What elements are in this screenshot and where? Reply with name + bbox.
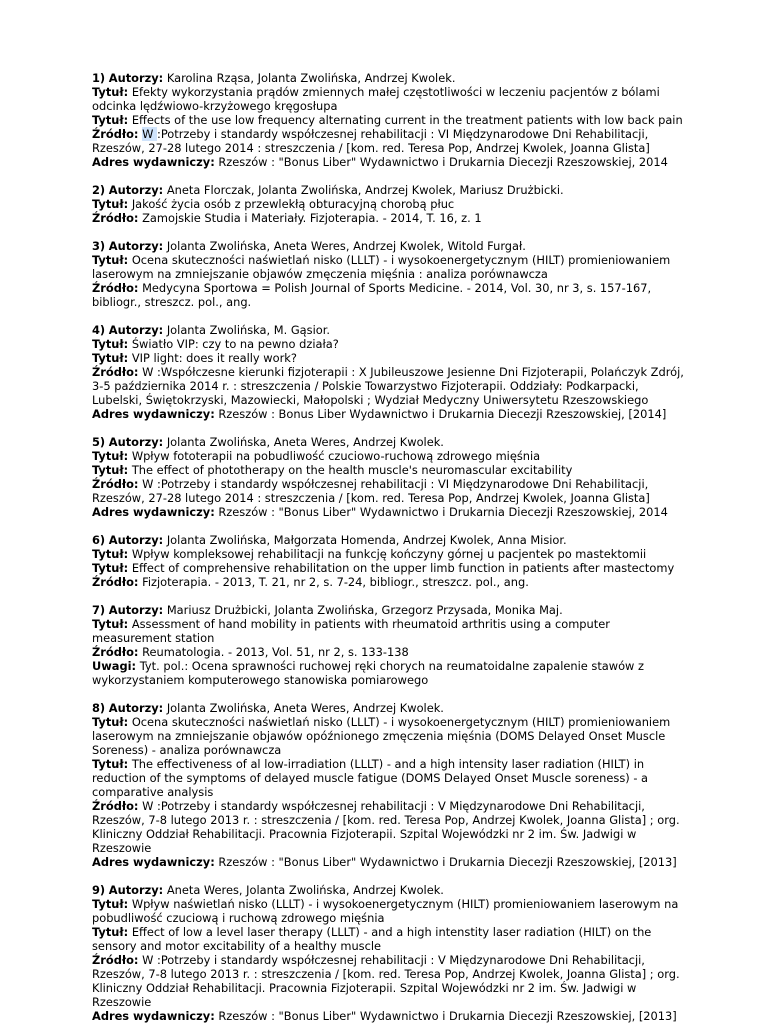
entry-zrodlo-line	[92, 211, 692, 225]
field-value-tytul: The effectiveness of al low-irradiation (LLLT) - and a high intensity laser radiation (HILT) in reduction of the symptoms of delayed muscle fatigue (DOMS Delayed Onset Muscle soreness) - a comparative analysis	[92, 757, 649, 799]
entry-autorzy-line	[92, 239, 692, 253]
entry-autorzy-line	[92, 71, 692, 85]
field-label-tytul: Tytuł:	[92, 547, 129, 561]
entry-tytul-line	[92, 85, 692, 113]
field-label-tytul: Tytuł:	[92, 113, 129, 127]
entry-tytul-line	[92, 197, 692, 211]
entry-autorzy-line	[92, 701, 692, 715]
field-label-autorzy: Autorzy:	[108, 603, 164, 617]
field-label-zrodlo: Źródło:	[92, 953, 139, 967]
field-label-autorzy: Autorzy:	[108, 239, 164, 253]
field-label-adres: Adres wydawniczy:	[92, 855, 215, 869]
entry-zrodlo-line	[92, 281, 692, 309]
field-value-autorzy: Aneta Florczak, Jolanta Zwolińska, Andrzej Kwolek, Mariusz Drużbicki.	[166, 183, 564, 197]
field-value-adres: Rzeszów : "Bonus Liber" Wydawnictwo i Drukarnia Diecezji Rzeszowskiej, [2013]	[218, 855, 677, 869]
entry-tytul-line	[92, 561, 692, 575]
field-label-tytul: Tytuł:	[92, 351, 129, 365]
field-label-adres: Adres wydawniczy:	[92, 155, 215, 169]
publication-entry	[92, 323, 692, 421]
entry-tytul-line	[92, 449, 692, 463]
field-label-adres: Adres wydawniczy:	[92, 505, 215, 519]
entry-number: 8)	[92, 701, 106, 715]
field-value-autorzy: Mariusz Drużbicki, Jolanta Zwolińska, Grzegorz Przysada, Monika Maj.	[166, 603, 563, 617]
field-value-tytul: Effect of low a level laser therapy (LLLT) - and a high intenstity laser radiation (HILT) on the sensory and motor excitability of a healthy muscle	[92, 925, 652, 953]
field-label-zrodlo: Źródło:	[92, 365, 139, 379]
field-value-zrodlo: Reumatologia. - 2013, Vol. 51, nr 2, s. 133-138	[142, 645, 409, 659]
field-label-tytul: Tytuł:	[92, 561, 129, 575]
field-value-tytul: Ocena skuteczności naświetlań nisko (LLLT) - i wysokoenergetycznym (HILT) promieniowaniem laserowym na zmniejszanie objawów opóźnionego zmęczenia mięśnia (DOMS Delayed Onset Muscle Soreness) - analiza porównawcza	[92, 715, 671, 757]
entry-tytul-line	[92, 253, 692, 281]
field-label-autorzy: Autorzy:	[108, 701, 164, 715]
field-value-tytul: Effects of the use low frequency alternating current in the treatment patients with low back pain	[131, 113, 683, 127]
entry-number: 9)	[92, 883, 106, 897]
field-label-tytul: Tytuł:	[92, 463, 129, 477]
field-value-tytul: Wpływ fototerapii na pobudliwość czuciowo-ruchową zdrowego mięśnia	[131, 449, 541, 463]
entry-adres-line	[92, 505, 692, 519]
field-label-tytul: Tytuł:	[92, 617, 129, 631]
field-label-autorzy: Autorzy:	[108, 183, 164, 197]
selected-text[interactable]: W	[142, 127, 157, 141]
entry-autorzy-line	[92, 603, 692, 617]
field-value-tytul: Wpływ naświetlań nisko (LLLT) - i wysokoenergetycznym (HILT) promieniowaniem laserowym na pobudliwość czuciową i ruchową zdrowego mięśnia	[92, 897, 679, 925]
field-label-zrodlo: Źródło:	[92, 477, 139, 491]
entry-autorzy-line	[92, 323, 692, 337]
field-value-autorzy: Jolanta Zwolińska, Aneta Weres, Andrzej Kwolek.	[166, 701, 444, 715]
field-label-tytul: Tytuł:	[92, 925, 129, 939]
field-label-tytul: Tytuł:	[92, 337, 129, 351]
publication-entry	[92, 603, 692, 687]
entry-tytul-line	[92, 547, 692, 561]
field-value-tytul: The effect of phototherapy on the health muscle's neuromascular excitability	[131, 463, 573, 477]
field-value-autorzy: Jolanta Zwolińska, Aneta Weres, Andrzej Kwolek.	[166, 435, 444, 449]
entry-number: 2)	[92, 183, 106, 197]
field-label-tytul: Tytuł:	[92, 715, 129, 729]
entry-zrodlo-line	[92, 953, 692, 1009]
publication-entry	[92, 883, 692, 1023]
field-value-zrodlo: Zamojskie Studia i Materiały. Fizjoterapia. - 2014, T. 16, z. 1	[142, 211, 482, 225]
publication-entry	[92, 183, 692, 225]
field-value-adres: Rzeszów : "Bonus Liber" Wydawnictwo i Drukarnia Diecezji Rzeszowskiej, 2014	[218, 155, 668, 169]
entry-adres-line	[92, 155, 692, 169]
entry-uwagi-line	[92, 659, 692, 687]
field-value-tytul: Ocena skuteczności naświetlań nisko (LLLT) - i wysokoenergetycznym (HILT) promieniowaniem laserowym na zmniejszanie objawów zmęczenia mięśnia : analiza porównawcza	[92, 253, 671, 281]
entry-tytul-line	[92, 351, 692, 365]
field-value-zrodlo: W :Potrzeby i standardy współczesnej rehabilitacji : V Międzynarodowe Dni Rehabilitacji, Rzeszów, 7-8 lutego 2013 r. : streszczenia / [kom. red. Teresa Pop, Andrzej Kwolek, Joanna Glista] ; org. Kliniczny Oddział Rehabilitacji. Pracownia Fizjoterapii. Szpital Wojewódzki nr 2 im. Św. Jadwigi w Rzeszowie	[92, 799, 680, 855]
field-label-uwagi: Uwagi:	[92, 659, 137, 673]
entry-tytul-line	[92, 337, 692, 351]
field-value-tytul: Światło VIP: czy to na pewno działa?	[131, 337, 339, 351]
field-value-autorzy: Jolanta Zwolińska, Aneta Weres, Andrzej Kwolek, Witold Furgał.	[166, 239, 526, 253]
field-label-autorzy: Autorzy:	[108, 71, 164, 85]
field-label-adres: Adres wydawniczy:	[92, 1009, 215, 1023]
publication-entry	[92, 435, 692, 519]
entry-tytul-line	[92, 897, 692, 925]
entry-autorzy-line	[92, 183, 692, 197]
entry-autorzy-line	[92, 435, 692, 449]
field-value-uwagi: Tyt. pol.: Ocena sprawności ruchowej ręki chorych na reumatoidalne zapalenie stawów z wykorzystaniem komputerowego stanowiska pomiarowego	[92, 659, 644, 687]
entry-tytul-line	[92, 715, 692, 757]
field-label-tytul: Tytuł:	[92, 757, 129, 771]
field-label-tytul: Tytuł:	[92, 253, 129, 267]
publication-entry	[92, 71, 692, 169]
entry-tytul-line	[92, 617, 692, 645]
field-label-adres: Adres wydawniczy:	[92, 407, 215, 421]
entry-zrodlo-line	[92, 799, 692, 855]
entry-zrodlo-line	[92, 645, 692, 659]
field-value-zrodlo: Fizjoterapia. - 2013, T. 21, nr 2, s. 7-24, bibliogr., streszcz. pol., ang.	[142, 575, 529, 589]
entry-number: 3)	[92, 239, 106, 253]
entry-number: 5)	[92, 435, 106, 449]
field-value-zrodlo: W :Potrzeby i standardy współczesnej rehabilitacji : V Międzynarodowe Dni Rehabilitacji, Rzeszów, 7-8 lutego 2013 r. : streszczenia / [kom. red. Teresa Pop, Andrzej Kwolek, Joanna Glista] ; org. Kliniczny Oddział Rehabilitacji. Pracownia Fizjoterapii. Szpital Wojewódzki nr 2 im. Św. Jadwigi w Rzeszowie	[92, 953, 680, 1009]
entry-number: 1)	[92, 71, 106, 85]
field-value-tytul: Assessment of hand mobility in patients with rheumatoid arthritis using a computer measurement station	[92, 617, 610, 645]
field-label-tytul: Tytuł:	[92, 85, 129, 99]
entry-tytul-line	[92, 463, 692, 477]
field-label-tytul: Tytuł:	[92, 449, 129, 463]
field-value-tytul: Efekty wykorzystania prądów zmiennych małej częstotliwości w leczeniu pacjentów z bólami odcinka lędźwiowo-krzyżowego kręgosłupa	[92, 85, 660, 113]
field-value-zrodlo: W :Potrzeby i standardy współczesnej rehabilitacji : VI Międzynarodowe Dni Rehabilitacji, Rzeszów, 27-28 lutego 2014 : streszczenia / [kom. red. Teresa Pop, Andrzej Kwolek, Joanna Glista]	[92, 477, 650, 505]
field-value-zrodlo: :Potrzeby i standardy współczesnej rehabilitacji : VI Międzynarodowe Dni Rehabilitacji, Rzeszów, 27-28 lutego 2014 : streszczenia / [kom. red. Teresa Pop, Andrzej Kwolek, Joanna Glista]	[92, 127, 650, 155]
entry-tytul-line	[92, 757, 692, 799]
field-value-tytul: Effect of comprehensive rehabilitation on the upper limb function in patients after mastectomy	[131, 561, 675, 575]
entry-adres-line	[92, 407, 692, 421]
entry-zrodlo-line	[92, 575, 692, 589]
field-value-tytul: VIP light: does it really work?	[131, 351, 297, 365]
field-label-zrodlo: Źródło:	[92, 127, 139, 141]
publication-entry	[92, 239, 692, 309]
field-label-zrodlo: Źródło:	[92, 799, 139, 813]
field-label-autorzy: Autorzy:	[108, 533, 164, 547]
publication-entry	[92, 533, 692, 589]
field-value-zrodlo: Medycyna Sportowa = Polish Journal of Sports Medicine. - 2014, Vol. 30, nr 3, s. 157-167, bibliogr., streszcz. pol., ang.	[92, 281, 652, 309]
entry-number: 6)	[92, 533, 106, 547]
entry-adres-line	[92, 1009, 692, 1023]
entry-autorzy-line	[92, 883, 692, 897]
publication-entry	[92, 701, 692, 869]
field-value-autorzy: Aneta Weres, Jolanta Zwolińska, Andrzej Kwolek.	[166, 883, 444, 897]
field-label-zrodlo: Źródło:	[92, 645, 139, 659]
field-value-zrodlo: W :Współczesne kierunki fizjoterapii : X Jubileuszowe Jesienne Dni Fizjoterapii, Polańczyk Zdrój, 3-5 października 2014 r. : streszczenia / Polskie Towarzystwo Fizjoterapii. Oddziały: Podkarpacki, Lubelski, Świętokrzyski, Mazowiecki, Małopolski ; Wydział Medyczny Uniwersytetu Rzeszowskiego	[92, 365, 684, 407]
entry-zrodlo-line	[92, 365, 692, 407]
field-label-autorzy: Autorzy:	[108, 323, 164, 337]
field-value-autorzy: Jolanta Zwolińska, Małgorzata Homenda, Andrzej Kwolek, Anna Misior.	[166, 533, 567, 547]
field-value-tytul: Wpływ kompleksowej rehabilitacji na funkcję kończyny górnej u pacjentek po mastektomii	[131, 547, 647, 561]
field-value-adres: Rzeszów : "Bonus Liber" Wydawnictwo i Drukarnia Diecezji Rzeszowskiej, [2013]	[218, 1009, 677, 1023]
entry-tytul-line	[92, 925, 692, 953]
field-value-adres: Rzeszów : "Bonus Liber" Wydawnictwo i Drukarnia Diecezji Rzeszowskiej, 2014	[218, 505, 668, 519]
entry-number: 4)	[92, 323, 106, 337]
entry-tytul-line	[92, 113, 692, 127]
field-label-tytul: Tytuł:	[92, 197, 129, 211]
field-value-autorzy: Jolanta Zwolińska, M. Gąsior.	[166, 323, 330, 337]
entry-number: 7)	[92, 603, 106, 617]
field-label-autorzy: Autorzy:	[108, 435, 164, 449]
entry-autorzy-line	[92, 533, 692, 547]
entry-zrodlo-line	[92, 127, 692, 155]
field-label-zrodlo: Źródło:	[92, 281, 139, 295]
field-label-tytul: Tytuł:	[92, 897, 129, 911]
field-value-tytul: Jakość życia osób z przewlekłą obturacyjną chorobą płuc	[131, 197, 455, 211]
field-label-autorzy: Autorzy:	[108, 883, 164, 897]
field-value-autorzy: Karolina Rząsa, Jolanta Zwolińska, Andrzej Kwolek.	[166, 71, 456, 85]
entry-adres-line	[92, 855, 692, 869]
field-label-zrodlo: Źródło:	[92, 211, 139, 225]
field-value-adres: Rzeszów : Bonus Liber Wydawnictwo i Drukarnia Diecezji Rzeszowskiej, [2014]	[218, 407, 667, 421]
field-label-zrodlo: Źródło:	[92, 575, 139, 589]
entry-zrodlo-line	[92, 477, 692, 505]
